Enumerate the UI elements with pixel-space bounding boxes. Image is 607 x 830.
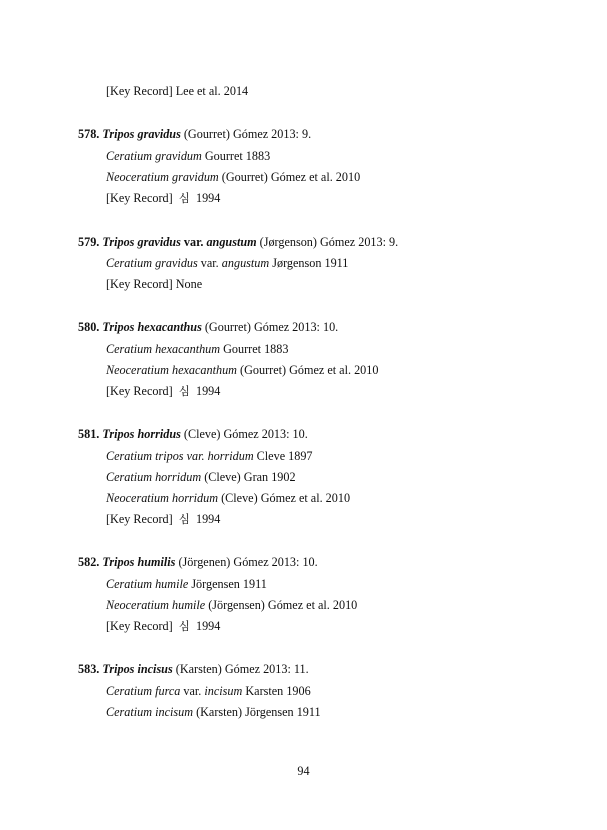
entry-heading-583: 583. Tripos incisus (Karsten) Gómez 2013: 11. xyxy=(78,662,309,676)
synonym-line: Ceratium humile Jörgensen 1911 xyxy=(106,577,267,591)
synonym-line: Neoceratium hexacanthum (Gourret) Gómez et al. 2010 xyxy=(106,363,379,377)
entry-heading-582: 582. Tripos humilis (Jörgenen) Gómez 2013: 10. xyxy=(78,555,318,569)
entry-heading-579: 579. Tripos gravidus var. angustum (Jørgenson) Gómez 2013: 9. xyxy=(78,235,399,249)
synonym-line: Ceratium tripos var. horridum Cleve 1897 xyxy=(106,449,313,463)
entry-heading-578 xyxy=(78,126,311,142)
key-record-line: [Key Record] 심 1994 xyxy=(106,619,221,633)
key-record-line: [Key Record] 심 1994 xyxy=(106,191,221,205)
entry-heading-581: 581. Tripos horridus (Cleve) Gómez 2013: 10. xyxy=(78,427,308,441)
synonym-line: Neoceratium horridum (Cleve) Gómez et al. 2010 xyxy=(106,491,351,505)
synonym-line: Ceratium gravidum Gourret 1883 xyxy=(106,149,271,163)
synonym-line: Ceratium gravidus var. angustum Jørgenson 1911 xyxy=(106,256,349,270)
key-record-line: [Key Record] Lee et al. 2014 xyxy=(106,84,249,98)
taxon-author: (Gourret) Gómez 2013: 9. xyxy=(183,127,312,141)
key-record-line: [Key Record] 심 1994 xyxy=(106,384,221,398)
key-record-line: [Key Record] None xyxy=(106,277,203,291)
entry-number: 578. xyxy=(78,127,100,141)
taxon-genus: Tripos xyxy=(102,127,135,141)
synonym-line: Ceratium furca var. incisum Karsten 1906 xyxy=(106,684,311,698)
synonym-line: Ceratium incisum (Karsten) Jörgensen 1911 xyxy=(106,705,321,719)
synonym-line: Ceratium hexacanthum Gourret 1883 xyxy=(106,342,289,356)
entry-heading-580: 580. Tripos hexacanthus (Gourret) Gómez 2013: 10. xyxy=(78,320,339,334)
synonym-line: Neoceratium humile (Jörgensen) Gómez et al. 2010 xyxy=(106,598,358,612)
page-number: 94 xyxy=(297,764,310,778)
key-record-line: [Key Record] 심 1994 xyxy=(106,512,221,526)
synonym-line: Neoceratium gravidum (Gourret) Gómez et al. 2010 xyxy=(106,170,361,184)
taxon-epithet: gravidus xyxy=(137,127,181,141)
synonym-line: Ceratium horridum (Cleve) Gran 1902 xyxy=(106,470,296,484)
